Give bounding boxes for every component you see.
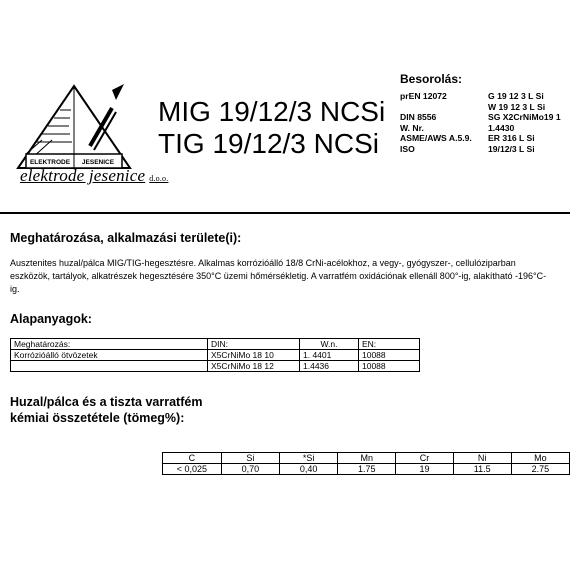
classification-row [400, 102, 561, 113]
classification-key [400, 102, 488, 113]
table-cell: < 0,025 [163, 464, 222, 475]
table-cell: 1.4436 [300, 361, 359, 372]
classification-key: ASME/AWS A.5.9. [400, 133, 472, 144]
table-header-row [163, 453, 570, 464]
classification-title: Besorolás: [400, 72, 463, 86]
table-row [11, 350, 420, 361]
table-header-row [11, 339, 420, 350]
company-name-text: elektrode jesenice [20, 166, 146, 185]
base-materials-heading: Alapanyagok: [10, 312, 92, 326]
table-row [163, 464, 570, 475]
table-cell: 11.5 [453, 464, 511, 475]
classification-value: SG X2CrNiMo19 1 [488, 112, 561, 123]
base-materials-table [10, 338, 420, 372]
company-name [20, 166, 168, 186]
classification-key: ISO [400, 143, 415, 154]
table-cell: 10088 [359, 361, 420, 372]
header-divider [0, 212, 570, 214]
product-title-mig: MIG 19/12/3 NCSi [158, 96, 386, 127]
table-cell: 19 [396, 464, 453, 475]
table-cell: 1. 4401 [300, 350, 359, 361]
chemistry-heading-line1: Huzal/pálca és a tiszta varratfém [10, 395, 203, 409]
table-header-cell: C [163, 453, 222, 464]
company-suffix: d.o.o. [149, 174, 169, 183]
table-row [11, 361, 420, 372]
table-header-cell: EN: [359, 339, 420, 350]
table-cell [11, 361, 208, 372]
definition-heading: Meghatározása, alkalmazási területe(i): [10, 231, 242, 245]
classification-value: G 19 12 3 L Si [488, 91, 544, 101]
logo-text-right: JESENICE [81, 159, 115, 166]
table-header-cell: W.n. [300, 339, 359, 350]
table-cell: 2.75 [511, 464, 569, 475]
table-cell: 0,40 [280, 464, 338, 475]
classification-row [400, 112, 561, 123]
classification-row [400, 144, 561, 155]
table-header-cell: Ni [453, 453, 511, 464]
table-cell: X5CrNiMo 18 10 [208, 350, 300, 361]
classification-value: ER 316 L Si [488, 133, 535, 144]
logo-text-left: ELEKTRODE [29, 159, 71, 166]
classification-value: W 19 12 3 L Si [488, 101, 546, 112]
classification-row [400, 123, 561, 134]
table-cell: Korrózióálló ötvözetek [11, 350, 208, 361]
table-header-cell: Si [221, 453, 279, 464]
classification-key: prEN 12072 [400, 91, 447, 101]
classification-row [400, 133, 561, 144]
table-header-cell: Mo [511, 453, 569, 464]
table-header-cell: Mn [338, 453, 396, 464]
table-header-cell: Cr [396, 453, 453, 464]
table-header-cell: DIN: [208, 339, 300, 350]
classification-value: 1.4430 [488, 122, 515, 133]
table-cell: 1.75 [338, 464, 396, 475]
classification-value: 19/12/3 L Si [488, 143, 535, 154]
table-header-cell: *Si [280, 453, 338, 464]
chemistry-heading-line2: kémiai összetétele (tömeg%): [10, 411, 185, 425]
classification-key: W. Nr. [400, 122, 424, 133]
table-cell: X5CrNiMo 18 12 [208, 361, 300, 372]
table-cell: 0,70 [221, 464, 279, 475]
table-header-cell: Meghatározás: [11, 339, 208, 350]
classification-list [400, 91, 561, 155]
chemistry-table [162, 452, 570, 475]
product-title-tig: TIG 19/12/3 NCSi [158, 128, 379, 159]
classification-row [400, 91, 561, 102]
table-cell: 10088 [359, 350, 420, 361]
classification-key: DIN 8556 [400, 112, 437, 123]
definition-text: Ausztenites huzal/pálca MIG/TIG-hegesztésre. Alkalmas korrózióálló 18/8 CrNi-acélokhoz, a vegy-, gyógyszer-, cellulóziparban eszközök, tartályok, alkatrészek hegesztésére 350°C üzemi hőmérsékletig. A varratfém oxidációnak ellenáll 800°-ig, alakítható -196°C-ig. [10, 258, 547, 295]
